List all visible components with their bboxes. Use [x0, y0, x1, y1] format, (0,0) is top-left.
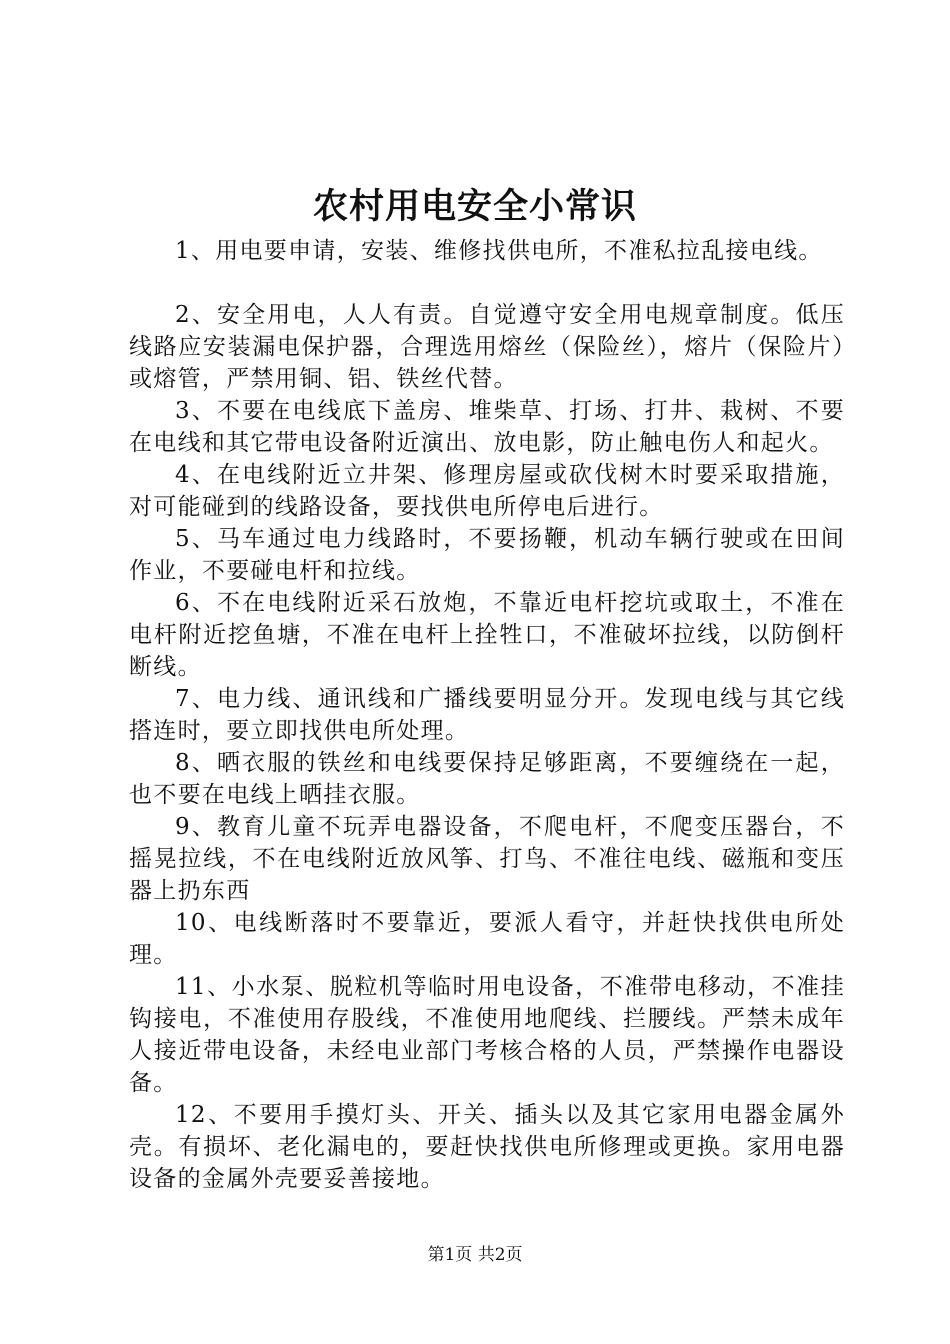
paragraph-10: 10、电线断落时不要靠近，要派人看守，并赶快找供电所处理。 [129, 910, 845, 968]
page-footer: 第1页 共2页 [427, 1245, 523, 1265]
paragraph-4: 4、在电线附近立井架、修理房屋或砍伐树木时要采取措施，对可能碰到的线路设备，要找供电所停电后进行。 [129, 462, 845, 520]
paragraph-5: 5、马车通过电力线路时，不要扬鞭，机动车辆行驶或在田间作业，不要碰电杆和拉线。 [129, 526, 845, 584]
paragraph-3: 3、不要在电线底下盖房、堆柴草、打场、打井、栽树、不要在电线和其它带电设备附近演出、放电影，防止触电伤人和起火。 [129, 398, 845, 456]
document-title: 农村用电安全小常识 [312, 186, 637, 227]
paragraph-11: 11、小水泵、脱粒机等临时用电设备，不准带电移动，不准挂钩接电，不准使用存股线，不准使用地爬线、拦腰线。严禁未成年人接近带电设备，未经电业部门考核合格的人员，严禁操作电器设备。 [129, 974, 845, 1096]
paragraph-9: 9、教育儿童不玩弄电器设备，不爬电杆，不爬变压器台，不摇晃拉线，不在电线附近放风筝、打鸟、不准往电线、磁瓶和变压器上扔东西 [129, 814, 845, 904]
paragraph-1: 1、用电要申请，安装、维修找供电所，不准私拉乱接电线。 [175, 238, 823, 264]
document-body [129, 235, 845, 1195]
paragraph-12: 12、不要用手摸灯头、开关、插头以及其它家用电器金属外壳。有损坏、老化漏电的，要赶快找供电所修理或更换。家用电器设备的金属外壳要妥善接地。 [129, 1102, 845, 1192]
paragraph-2: 2、安全用电，人人有责。自觉遵守安全用电规章制度。低压线路应安装漏电保护器，合理选用熔丝（保险丝），熔片（保险片）或熔管，严禁用铜、铝、铁丝代替。 [129, 302, 845, 392]
paragraph-6: 6、不在电线附近采石放炮，不靠近电杆挖坑或取土，不准在电杆附近挖鱼塘，不准在电杆上拴牲口，不准破坏拉线，以防倒杆断线。 [129, 590, 845, 680]
paragraph-8: 8、晒衣服的铁丝和电线要保持足够距离，不要缠绕在一起，也不要在电线上晒挂衣服。 [129, 750, 845, 808]
paragraph-7: 7、电力线、通讯线和广播线要明显分开。发现电线与其它线搭连时，要立即找供电所处理。 [129, 686, 845, 744]
